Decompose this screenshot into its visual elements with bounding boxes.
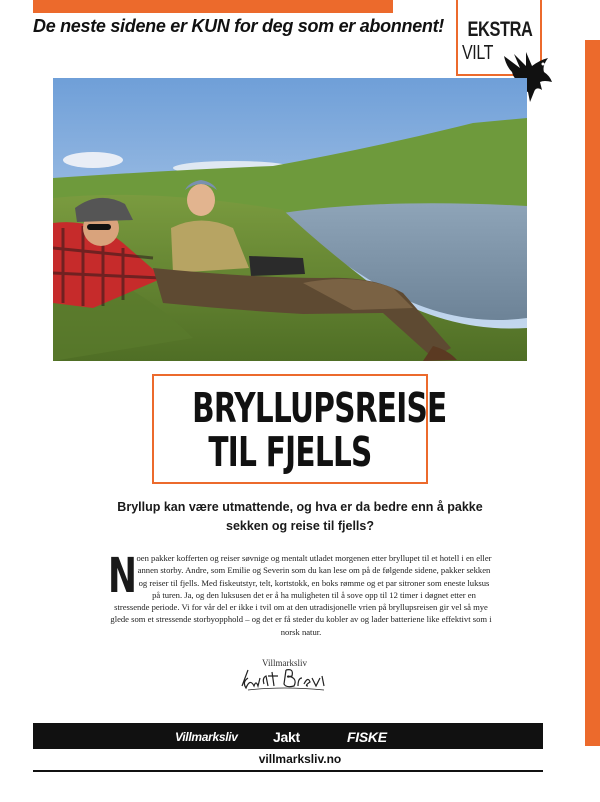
- badge-line2: VILT: [462, 42, 494, 64]
- footer-url[interactable]: villmarksliv.no: [258, 752, 342, 766]
- top-accent-bar: [33, 0, 393, 13]
- hero-photo: [53, 78, 527, 361]
- right-accent-bar: [585, 40, 600, 746]
- bottom-rule: [33, 770, 543, 772]
- drop-cap: N: [108, 548, 137, 604]
- jakt-logo: Jakt: [273, 729, 300, 745]
- signature-knut-brevik: [238, 664, 328, 694]
- badge-line1: EKSTRA: [467, 18, 533, 41]
- article-body: [108, 548, 494, 638]
- signature-label: Villmarksliv: [262, 658, 307, 668]
- article-lede: Bryllup kan være utmattende, og hva er da bedre enn å pakke sekken og reise til fjells?: [117, 500, 483, 533]
- article-body-text: oen pakker kofferten og reiser søvnige og mentalt utladet morgenen etter bryllupet til et hotell i en eller annen storby. Andre, som Emilie og Severin som du kan lese om på de følgende sidene, pakker sekken og reiser til fjells. Med fiskeutstyr, telt, kortstokk, en boks rømme og et par sitroner som eneste luksus på turen. Ja, og den luksusen det er å ha muligheten til å sove opp til 12 timer i døgnet etter en stressende periode. Vi for vår del er ikke i tvil om at den utradisjonelle vrien på bryllupsreisen gir vel så mye glede som et stressende storbyopphold – og det er få steder du kobler av og lader batteriene like effektivt som i norsk natur.: [110, 553, 492, 637]
- article-title-line2: TIL FJELLS: [208, 428, 372, 476]
- footer-logo-bar: [33, 723, 543, 749]
- article-title-line1: BRYLLUPSREISE: [192, 384, 447, 432]
- fiske-logo: FISKE: [347, 729, 387, 745]
- subscriber-banner: De neste sidene er KUN for deg som er abonnent!: [33, 16, 444, 36]
- article-title-box: [152, 374, 447, 484]
- villmarksliv-logo: Villmarksliv: [175, 730, 238, 744]
